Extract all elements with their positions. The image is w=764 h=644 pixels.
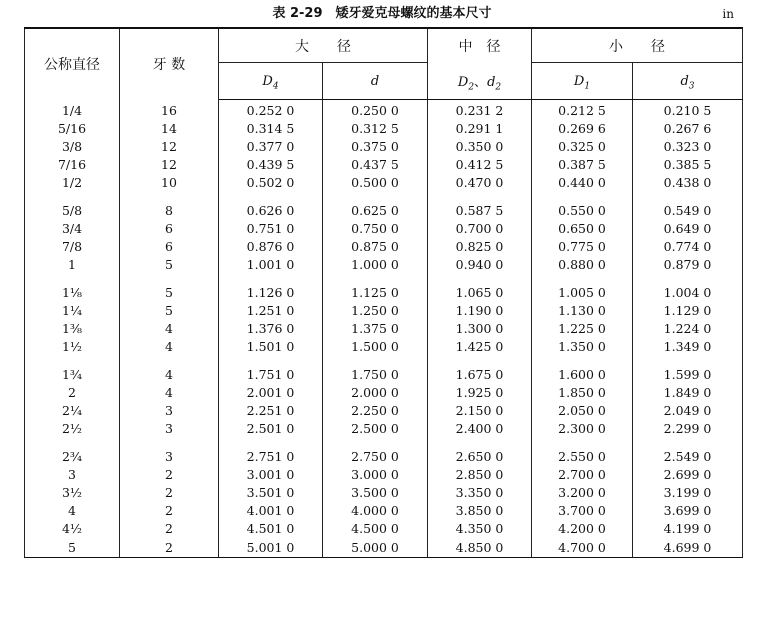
cell-D4: 3.501 0 <box>219 484 323 502</box>
header-minor-diameter: 小 径 <box>532 28 743 63</box>
cell-D1: 0.650 0 <box>532 220 633 238</box>
cell-nominal: 4½ <box>25 520 120 538</box>
cell-tpi: 2 <box>120 520 219 538</box>
cell-D2-d2: 0.231 2 <box>428 100 532 121</box>
cell-d: 0.250 0 <box>323 100 428 121</box>
cell-tpi: 3 <box>120 420 219 438</box>
table-row <box>25 420 743 438</box>
cell-D1: 4.200 0 <box>532 520 633 538</box>
cell-nominal: 7/16 <box>25 156 120 174</box>
cell-D4: 0.502 0 <box>219 174 323 192</box>
cell-D2-d2: 1.065 0 <box>428 284 532 302</box>
cell-tpi: 4 <box>120 320 219 338</box>
cell-nominal: 1⅜ <box>25 320 120 338</box>
cell-D4: 2.751 0 <box>219 448 323 466</box>
header-major-diameter: 大 径 <box>219 28 428 63</box>
cell-d3: 2.699 0 <box>633 466 743 484</box>
cell-d3: 0.267 6 <box>633 120 743 138</box>
table-row <box>25 520 743 538</box>
cell-d: 2.000 0 <box>323 384 428 402</box>
cell-d: 2.500 0 <box>323 420 428 438</box>
cell-D4: 1.751 0 <box>219 366 323 384</box>
cell-d3: 1.599 0 <box>633 366 743 384</box>
cell-D4: 3.001 0 <box>219 466 323 484</box>
cell-nominal: 2¾ <box>25 448 120 466</box>
table-row <box>25 174 743 192</box>
cell-nominal: 5/16 <box>25 120 120 138</box>
header-nominal-diameter: 公称直径 <box>25 28 120 100</box>
cell-D1: 2.550 0 <box>532 448 633 466</box>
cell-d: 1.250 0 <box>323 302 428 320</box>
table-body <box>25 100 743 558</box>
cell-d3: 0.649 0 <box>633 220 743 238</box>
cell-d: 2.750 0 <box>323 448 428 466</box>
cell-D2-d2: 1.425 0 <box>428 338 532 356</box>
cell-D2-d2: 1.925 0 <box>428 384 532 402</box>
table-row <box>25 338 743 356</box>
cell-tpi: 6 <box>120 238 219 256</box>
cell-tpi: 14 <box>120 120 219 138</box>
cell-D1: 1.005 0 <box>532 284 633 302</box>
table-title: 表 2-29 矮牙爱克母螺纹的基本尺寸 <box>272 6 492 21</box>
cell-D1: 1.225 0 <box>532 320 633 338</box>
group-spacer <box>25 356 743 366</box>
group-spacer <box>25 192 743 202</box>
cell-D4: 2.001 0 <box>219 384 323 402</box>
cell-nominal: 1¼ <box>25 302 120 320</box>
cell-D4: 4.001 0 <box>219 502 323 520</box>
cell-D2-d2: 4.850 0 <box>428 538 532 558</box>
cell-tpi: 16 <box>120 100 219 121</box>
cell-D2-d2: 1.300 0 <box>428 320 532 338</box>
cell-tpi: 6 <box>120 220 219 238</box>
cell-D4: 1.251 0 <box>219 302 323 320</box>
table-row <box>25 384 743 402</box>
cell-d3: 0.774 0 <box>633 238 743 256</box>
cell-D2-d2: 0.587 5 <box>428 202 532 220</box>
cell-d3: 4.699 0 <box>633 538 743 558</box>
cell-d3: 0.385 5 <box>633 156 743 174</box>
cell-d3: 0.210 5 <box>633 100 743 121</box>
cell-D1: 2.300 0 <box>532 420 633 438</box>
cell-D4: 0.876 0 <box>219 238 323 256</box>
cell-D1: 4.700 0 <box>532 538 633 558</box>
cell-D1: 1.600 0 <box>532 366 633 384</box>
cell-nominal: 2½ <box>25 420 120 438</box>
cell-D2-d2: 2.400 0 <box>428 420 532 438</box>
cell-d3: 2.549 0 <box>633 448 743 466</box>
cell-D4: 0.439 5 <box>219 156 323 174</box>
cell-D2-d2: 1.675 0 <box>428 366 532 384</box>
cell-D1: 0.269 6 <box>532 120 633 138</box>
cell-D1: 0.387 5 <box>532 156 633 174</box>
table-row <box>25 120 743 138</box>
cell-d3: 0.438 0 <box>633 174 743 192</box>
cell-d3: 3.699 0 <box>633 502 743 520</box>
cell-nominal: 1¾ <box>25 366 120 384</box>
cell-d: 2.250 0 <box>323 402 428 420</box>
table-row <box>25 202 743 220</box>
cell-nominal: 5 <box>25 538 120 558</box>
cell-tpi: 5 <box>120 256 219 274</box>
cell-d3: 4.199 0 <box>633 520 743 538</box>
cell-tpi: 4 <box>120 366 219 384</box>
cell-D4: 1.126 0 <box>219 284 323 302</box>
table-row <box>25 156 743 174</box>
table-row <box>25 256 743 274</box>
cell-nominal: 1⅛ <box>25 284 120 302</box>
table-row <box>25 538 743 558</box>
cell-D1: 1.850 0 <box>532 384 633 402</box>
table-row <box>25 138 743 156</box>
cell-d: 1.375 0 <box>323 320 428 338</box>
cell-d: 4.000 0 <box>323 502 428 520</box>
cell-D4: 0.751 0 <box>219 220 323 238</box>
cell-nominal: 1½ <box>25 338 120 356</box>
table-row <box>25 502 743 520</box>
cell-D1: 0.440 0 <box>532 174 633 192</box>
cell-D4: 0.252 0 <box>219 100 323 121</box>
table-row <box>25 484 743 502</box>
cell-nominal: 1/2 <box>25 174 120 192</box>
cell-d: 1.000 0 <box>323 256 428 274</box>
cell-d: 3.000 0 <box>323 466 428 484</box>
cell-D4: 1.376 0 <box>219 320 323 338</box>
cell-d3: 1.129 0 <box>633 302 743 320</box>
cell-D4: 0.626 0 <box>219 202 323 220</box>
cell-tpi: 12 <box>120 138 219 156</box>
cell-tpi: 2 <box>120 502 219 520</box>
cell-tpi: 2 <box>120 484 219 502</box>
table-row <box>25 100 743 121</box>
header-D1: $D_1$ <box>532 63 633 100</box>
cell-d3: 2.299 0 <box>633 420 743 438</box>
cell-d3: 0.549 0 <box>633 202 743 220</box>
cell-nominal: 3 <box>25 466 120 484</box>
cell-D4: 1.501 0 <box>219 338 323 356</box>
cell-D2-d2: 4.350 0 <box>428 520 532 538</box>
cell-nominal: 3/4 <box>25 220 120 238</box>
cell-D4: 0.377 0 <box>219 138 323 156</box>
cell-d: 5.000 0 <box>323 538 428 558</box>
thread-dimensions-table <box>24 27 743 558</box>
cell-D1: 3.700 0 <box>532 502 633 520</box>
cell-D2-d2: 0.940 0 <box>428 256 532 274</box>
cell-d3: 1.849 0 <box>633 384 743 402</box>
group-spacer <box>25 274 743 284</box>
cell-nominal: 3½ <box>25 484 120 502</box>
cell-tpi: 5 <box>120 284 219 302</box>
cell-D2-d2: 2.850 0 <box>428 466 532 484</box>
cell-tpi: 4 <box>120 338 219 356</box>
cell-D4: 4.501 0 <box>219 520 323 538</box>
cell-D2-d2: 0.470 0 <box>428 174 532 192</box>
header-d3: $d_3$ <box>633 63 743 100</box>
cell-nominal: 2 <box>25 384 120 402</box>
unit-label: in <box>722 7 734 21</box>
cell-d3: 1.224 0 <box>633 320 743 338</box>
cell-nominal: 4 <box>25 502 120 520</box>
cell-D4: 1.001 0 <box>219 256 323 274</box>
table-row <box>25 366 743 384</box>
cell-d: 1.750 0 <box>323 366 428 384</box>
cell-tpi: 8 <box>120 202 219 220</box>
cell-D2-d2: 1.190 0 <box>428 302 532 320</box>
cell-tpi: 3 <box>120 402 219 420</box>
cell-D2-d2: 0.291 1 <box>428 120 532 138</box>
cell-D1: 0.325 0 <box>532 138 633 156</box>
cell-d: 0.437 5 <box>323 156 428 174</box>
cell-D1: 0.212 5 <box>532 100 633 121</box>
cell-D2-d2: 0.700 0 <box>428 220 532 238</box>
cell-nominal: 7/8 <box>25 238 120 256</box>
cell-tpi: 10 <box>120 174 219 192</box>
table-caption <box>0 4 764 24</box>
header-pitch-diameter: 中 径 <box>428 28 532 63</box>
cell-D4: 0.314 5 <box>219 120 323 138</box>
cell-D2-d2: 3.350 0 <box>428 484 532 502</box>
cell-tpi: 2 <box>120 538 219 558</box>
cell-D1: 0.550 0 <box>532 202 633 220</box>
cell-tpi: 4 <box>120 384 219 402</box>
cell-D2-d2: 0.350 0 <box>428 138 532 156</box>
cell-D4: 2.501 0 <box>219 420 323 438</box>
cell-D1: 2.700 0 <box>532 466 633 484</box>
cell-d: 1.500 0 <box>323 338 428 356</box>
cell-d3: 1.349 0 <box>633 338 743 356</box>
cell-D1: 3.200 0 <box>532 484 633 502</box>
cell-d: 3.500 0 <box>323 484 428 502</box>
table-row <box>25 448 743 466</box>
header-d: d <box>323 63 428 100</box>
table-row <box>25 466 743 484</box>
cell-D1: 1.350 0 <box>532 338 633 356</box>
cell-D2-d2: 2.650 0 <box>428 448 532 466</box>
header-threads-per-inch: 牙 数 <box>120 28 219 100</box>
cell-nominal: 2¼ <box>25 402 120 420</box>
cell-nominal: 3/8 <box>25 138 120 156</box>
cell-D1: 1.130 0 <box>532 302 633 320</box>
table-row <box>25 238 743 256</box>
cell-D2-d2: 0.412 5 <box>428 156 532 174</box>
cell-d: 1.125 0 <box>323 284 428 302</box>
table-row <box>25 220 743 238</box>
cell-tpi: 12 <box>120 156 219 174</box>
cell-D2-d2: 0.825 0 <box>428 238 532 256</box>
cell-d: 0.750 0 <box>323 220 428 238</box>
cell-nominal: 5/8 <box>25 202 120 220</box>
cell-D1: 0.880 0 <box>532 256 633 274</box>
cell-tpi: 2 <box>120 466 219 484</box>
cell-d: 4.500 0 <box>323 520 428 538</box>
cell-D1: 0.775 0 <box>532 238 633 256</box>
cell-D2-d2: 2.150 0 <box>428 402 532 420</box>
cell-d: 0.312 5 <box>323 120 428 138</box>
cell-d3: 3.199 0 <box>633 484 743 502</box>
table-row <box>25 402 743 420</box>
cell-nominal: 1/4 <box>25 100 120 121</box>
cell-d: 0.625 0 <box>323 202 428 220</box>
cell-d3: 2.049 0 <box>633 402 743 420</box>
cell-nominal: 1 <box>25 256 120 274</box>
group-spacer <box>25 438 743 448</box>
cell-D2-d2: 3.850 0 <box>428 502 532 520</box>
header-D2-d2: $D_2$、$d_2$ <box>428 63 532 100</box>
table-row <box>25 302 743 320</box>
cell-tpi: 3 <box>120 448 219 466</box>
cell-d: 0.500 0 <box>323 174 428 192</box>
cell-d3: 1.004 0 <box>633 284 743 302</box>
header-D4: $D_4$ <box>219 63 323 100</box>
cell-d3: 0.323 0 <box>633 138 743 156</box>
cell-D1: 2.050 0 <box>532 402 633 420</box>
table-row <box>25 284 743 302</box>
cell-d: 0.375 0 <box>323 138 428 156</box>
cell-tpi: 5 <box>120 302 219 320</box>
cell-d: 0.875 0 <box>323 238 428 256</box>
cell-d3: 0.879 0 <box>633 256 743 274</box>
table-row <box>25 320 743 338</box>
cell-D4: 5.001 0 <box>219 538 323 558</box>
cell-D4: 2.251 0 <box>219 402 323 420</box>
